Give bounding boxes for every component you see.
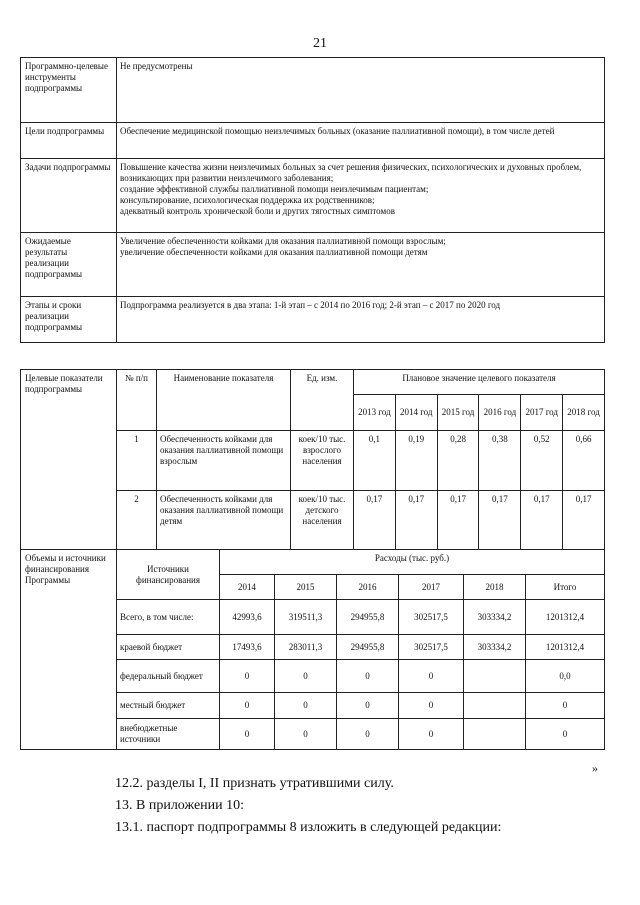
funding-section-label: Объемы и источники финансирования Программы [21, 550, 117, 750]
funding-value: 0 [337, 660, 399, 693]
funding-value: 302517,5 [399, 600, 464, 635]
year-header: 2017 год [521, 395, 563, 431]
funding-costs-header: Расходы (тыс. руб.) [220, 550, 605, 575]
funding-value: 0 [399, 660, 464, 693]
funding-value: 319511,3 [275, 600, 337, 635]
indicator-value: 0,38 [479, 431, 521, 491]
passport-label: Программно-целевые инструменты подпрограммы [21, 58, 117, 123]
indicator-value: 0,17 [437, 491, 479, 550]
funding-value: 1201312,4 [526, 635, 605, 660]
indicator-value: 0,17 [354, 491, 396, 550]
funding-value: 0 [526, 719, 605, 750]
funding-value: 0 [275, 719, 337, 750]
indicator-value: 0,19 [395, 431, 437, 491]
passport-value [117, 233, 605, 297]
passport-row [21, 159, 605, 233]
passport-value: Подпрограмма реализуется в два этапа: 1-й этап – с 2014 по 2016 год; 2-й этап – с 2017 по 2020 год [117, 297, 605, 343]
result-line: Увеличение обеспеченности койками для оказания паллиативной помощи взрослым; [120, 236, 446, 246]
funding-source: внебюджетные источники [117, 719, 220, 750]
passport-table [20, 57, 605, 343]
funding-value: 0 [220, 660, 275, 693]
funding-header-row [21, 550, 605, 575]
funding-year-header: 2016 [337, 575, 399, 600]
passport-label: Цели подпрограммы [21, 123, 117, 159]
indicator-num-header: № п/п [117, 370, 157, 431]
funding-table [20, 549, 605, 750]
funding-value: 302517,5 [399, 635, 464, 660]
page-number: 21 [313, 36, 327, 51]
year-header: 2014 год [395, 395, 437, 431]
indicator-name-header: Наименование показателя [157, 370, 291, 431]
closing-quote: » [592, 761, 598, 775]
indicator-value: 0,52 [521, 431, 563, 491]
funding-value [464, 719, 526, 750]
indicator-num: 2 [117, 491, 157, 550]
indicator-value: 0,17 [521, 491, 563, 550]
indicator-name: Обеспеченность койками для оказания паллиативной помощи детям [157, 491, 291, 550]
passport-row [21, 123, 605, 159]
indicator-unit: коек/10 тыс. взрослого населения [291, 431, 354, 491]
funding-value: 0 [399, 693, 464, 719]
funding-value: 0,0 [526, 660, 605, 693]
passport-row [21, 297, 605, 343]
funding-value: 303334,2 [464, 600, 526, 635]
funding-source: федеральный бюджет [117, 660, 220, 693]
funding-source: местный бюджет [117, 693, 220, 719]
indicator-value: 0,1 [354, 431, 396, 491]
task-line: создание эффективной службы паллиативной помощи неизлечимым пациентам; [120, 184, 429, 194]
indicator-value: 0,66 [563, 431, 605, 491]
indicator-value: 0,17 [479, 491, 521, 550]
funding-value: 0 [220, 693, 275, 719]
task-line: консультирование, психологическая поддержка их родственников; [120, 195, 375, 205]
funding-year-header: 2015 [275, 575, 337, 600]
funding-value: 0 [275, 693, 337, 719]
indicator-value: 0,28 [437, 431, 479, 491]
funding-value: 0 [337, 693, 399, 719]
result-line: увеличение обеспеченности койками для оказания паллиативной помощи детям [120, 247, 428, 257]
passport-label: Задачи подпрограммы [21, 159, 117, 233]
paragraph: 12.2. разделы I, II признать утратившими силу. [115, 776, 394, 791]
funding-value: 0 [526, 693, 605, 719]
funding-value: 0 [220, 719, 275, 750]
passport-value: Обеспечение медицинской помощью неизлечимых больных (оказание паллиативной помощи), в том числе детей [117, 123, 605, 159]
indicator-value: 0,17 [563, 491, 605, 550]
funding-value: 17493,6 [220, 635, 275, 660]
passport-value: Не предусмотрены [117, 58, 605, 123]
passport-label: Ожидаемые результаты реализации подпрограммы [21, 233, 117, 297]
funding-year-header: 2017 [399, 575, 464, 600]
funding-source: Всего, в том числе: [117, 600, 220, 635]
funding-value: 303334,2 [464, 635, 526, 660]
indicators-table [20, 369, 605, 550]
funding-year-header: 2014 [220, 575, 275, 600]
funding-value: 294955,8 [337, 600, 399, 635]
indicator-unit: коек/10 тыс. детского населения [291, 491, 354, 550]
funding-value: 294955,8 [337, 635, 399, 660]
year-header: 2018 год [563, 395, 605, 431]
indicators-header-row [21, 370, 605, 395]
year-header: 2016 год [479, 395, 521, 431]
funding-value [464, 693, 526, 719]
funding-value: 42993,6 [220, 600, 275, 635]
funding-value: 1201312,4 [526, 600, 605, 635]
funding-source: краевой бюджет [117, 635, 220, 660]
funding-source-header: Источники финансирования [117, 550, 220, 600]
indicator-unit-header: Ед. изм. [291, 370, 354, 431]
indicators-section-label: Целевые показатели подпрограммы [21, 370, 117, 550]
funding-year-header: Итого [526, 575, 605, 600]
funding-value: 0 [337, 719, 399, 750]
funding-year-header: 2018 [464, 575, 526, 600]
passport-row [21, 233, 605, 297]
task-line: Повышение качества жизни неизлечимых больных за счет решения физических, психологических и духовных проблем, возникающих при развитии неизлечимого заболевания; [120, 162, 582, 183]
indicator-num: 1 [117, 431, 157, 491]
paragraph: 13. В приложении 10: [115, 798, 245, 813]
year-header: 2015 год [437, 395, 479, 431]
funding-value: 283011,3 [275, 635, 337, 660]
indicator-name: Обеспеченность койками для оказания паллиативной помощи взрослым [157, 431, 291, 491]
funding-value [464, 660, 526, 693]
indicator-value: 0,17 [395, 491, 437, 550]
task-line: адекватный контроль хронической боли и других тягостных симптомов [120, 206, 395, 216]
passport-label: Этапы и сроки реализации подпрограммы [21, 297, 117, 343]
funding-value: 0 [275, 660, 337, 693]
indicator-plan-header: Плановое значение целевого показателя [354, 370, 605, 395]
paragraph: 13.1. паспорт подпрограммы 8 изложить в следующей редакции: [115, 820, 502, 835]
funding-value: 0 [399, 719, 464, 750]
passport-row [21, 58, 605, 123]
passport-value [117, 159, 605, 233]
year-header: 2013 год [354, 395, 396, 431]
